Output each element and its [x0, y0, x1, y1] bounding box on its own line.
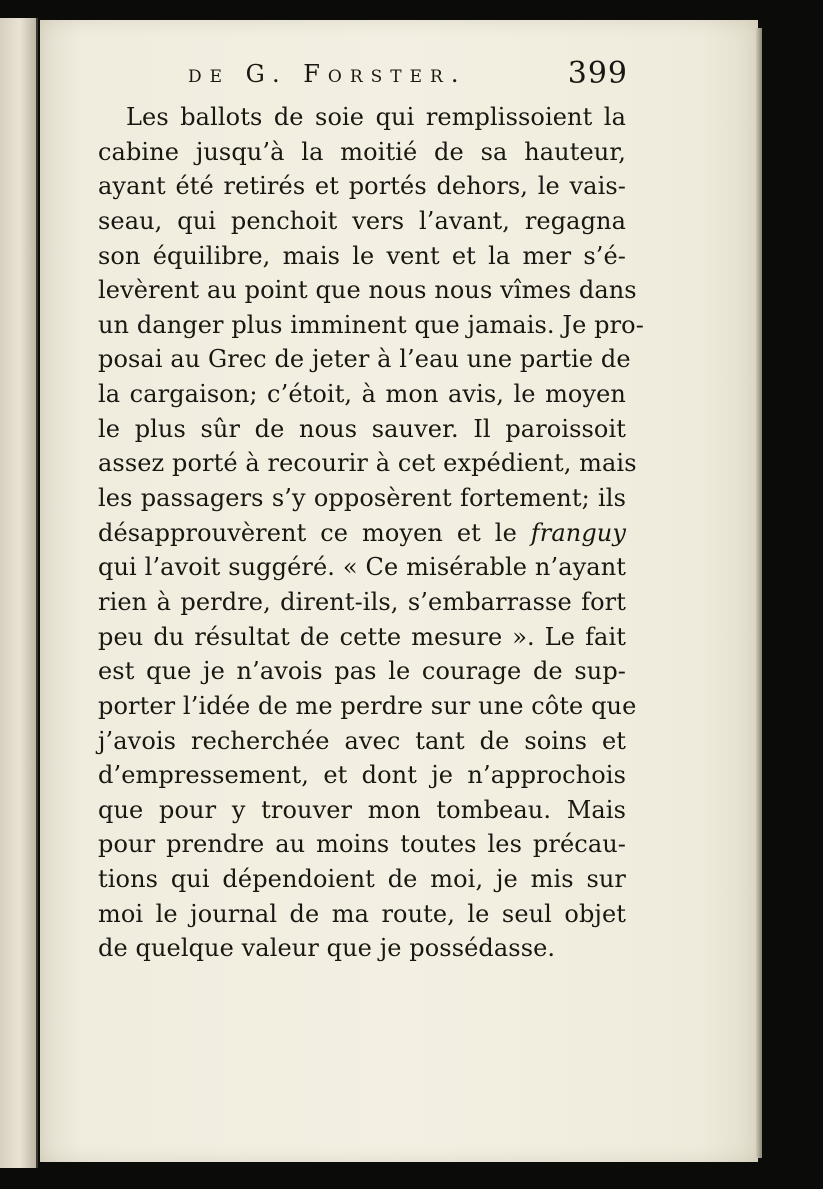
facing-page-edge [0, 18, 38, 1168]
text-line: peu du résultat de cette mesure ». Le fait [98, 622, 626, 651]
text-line: posai au Grec de jeter à l’eau une partie de [98, 345, 631, 374]
text-line: seau, qui penchoit vers l’avant, regagna [98, 206, 626, 235]
page-number: 399 [567, 56, 628, 91]
text-line: le plus sûr de nous sauver. Il paroissoit [98, 414, 626, 443]
text-line-with-italic [98, 516, 626, 551]
text-line: porter l’idée de me perdre sur une côte que [98, 691, 637, 720]
running-head: de G. Forster. [188, 60, 467, 88]
text-line: est que je n’avois pas le courage de sup- [98, 657, 626, 686]
text-line: les passagers s’y opposèrent fortement; ils [98, 484, 626, 513]
text-line: la cargaison; c’étoit, à mon avis, le moyen [98, 380, 626, 409]
text-line: levèrent au point que nous nous vîmes dans [98, 276, 637, 305]
text-line: qui l’avoit suggéré. « Ce misérable n’ayant [98, 553, 626, 582]
text-line: Les ballots de soie qui remplissoient la [126, 103, 626, 131]
text-line: rien à perdre, dirent-ils, s’embarrasse fort [98, 587, 626, 616]
page-header [188, 56, 628, 96]
text-line: tions qui dépendoient de moi, je mis sur [98, 865, 626, 894]
text-line: de quelque valeur que je possédasse. [98, 934, 556, 963]
text-line: un danger plus imminent que jamais. Je pro- [98, 310, 644, 339]
text-line: son équilibre, mais le vent et la mer s’é- [98, 241, 626, 270]
text-line: pour prendre au moins toutes les précau- [98, 830, 626, 859]
page-stack-edge [756, 28, 762, 1158]
text-line: assez porté à recourir à cet expédient, mais [98, 449, 637, 478]
body-paragraph [98, 100, 644, 966]
text-line: cabine jusqu’à la moitié de sa hauteur, [98, 137, 626, 166]
text-line: d’empressement, et dont je n’approchois [98, 761, 626, 790]
text-line: moi le journal de ma route, le seul objet [98, 899, 626, 928]
text-line: ayant été retirés et portés dehors, le vais- [98, 172, 626, 201]
text-line: que pour y trouver mon tombeau. Mais [98, 795, 626, 824]
italic-word: franguy [530, 518, 626, 547]
text-line-segment: désapprouvèrent ce moyen et le [98, 518, 517, 547]
text-line: j’avois recherchée avec tant de soins et [98, 726, 626, 755]
